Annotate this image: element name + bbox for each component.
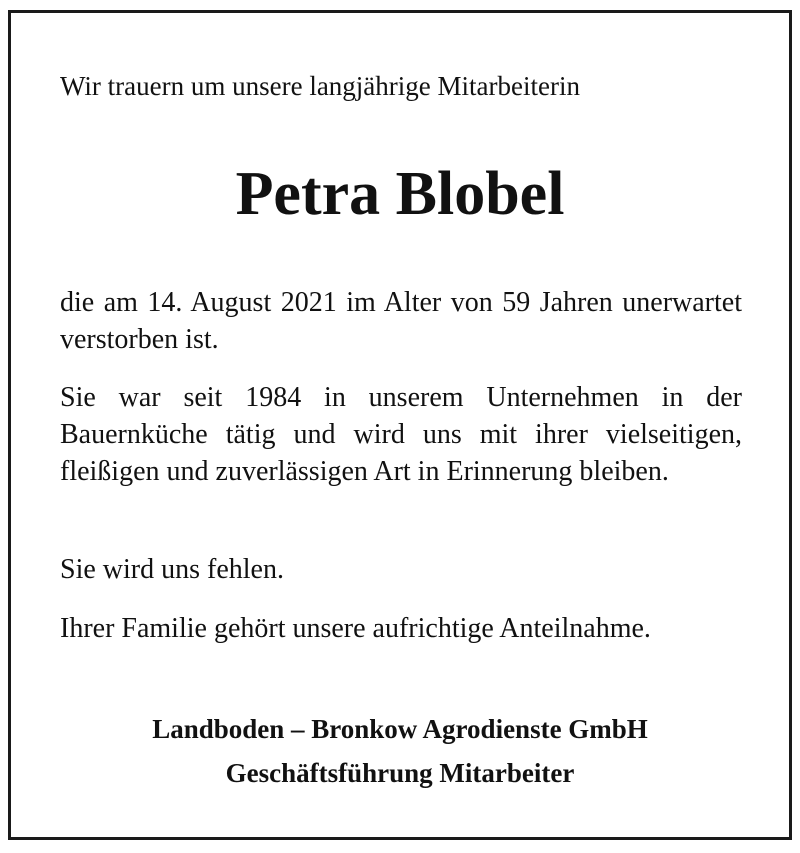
signature-management-staff: Geschäftsführung Mitarbeiter	[225, 758, 575, 788]
deceased-name: Petra Blobel	[235, 160, 565, 228]
paragraph-condolence: Ihrer Familie gehört unsere aufrichtige Anteilnahme.	[60, 613, 651, 644]
signature-company: Landboden – Bronkow Agrodienste GmbH	[152, 714, 648, 744]
paragraph-death-info: die am 14. August 2021 im Alter von 59 Jahren unerwartet verstorben ist.	[60, 287, 742, 355]
paragraph-employment: Sie war seit 1984 in unserem Unternehmen in der Bauernküche tätig und wird uns mit ihrer vielseitigen, fleißigen und zuverlässigen Art in Erinnerung bleiben.	[60, 382, 742, 487]
intro-line: Wir trauern um unsere langjährige Mitarbeiterin	[60, 71, 580, 101]
paragraph-missed: Sie wird uns fehlen.	[60, 554, 284, 585]
